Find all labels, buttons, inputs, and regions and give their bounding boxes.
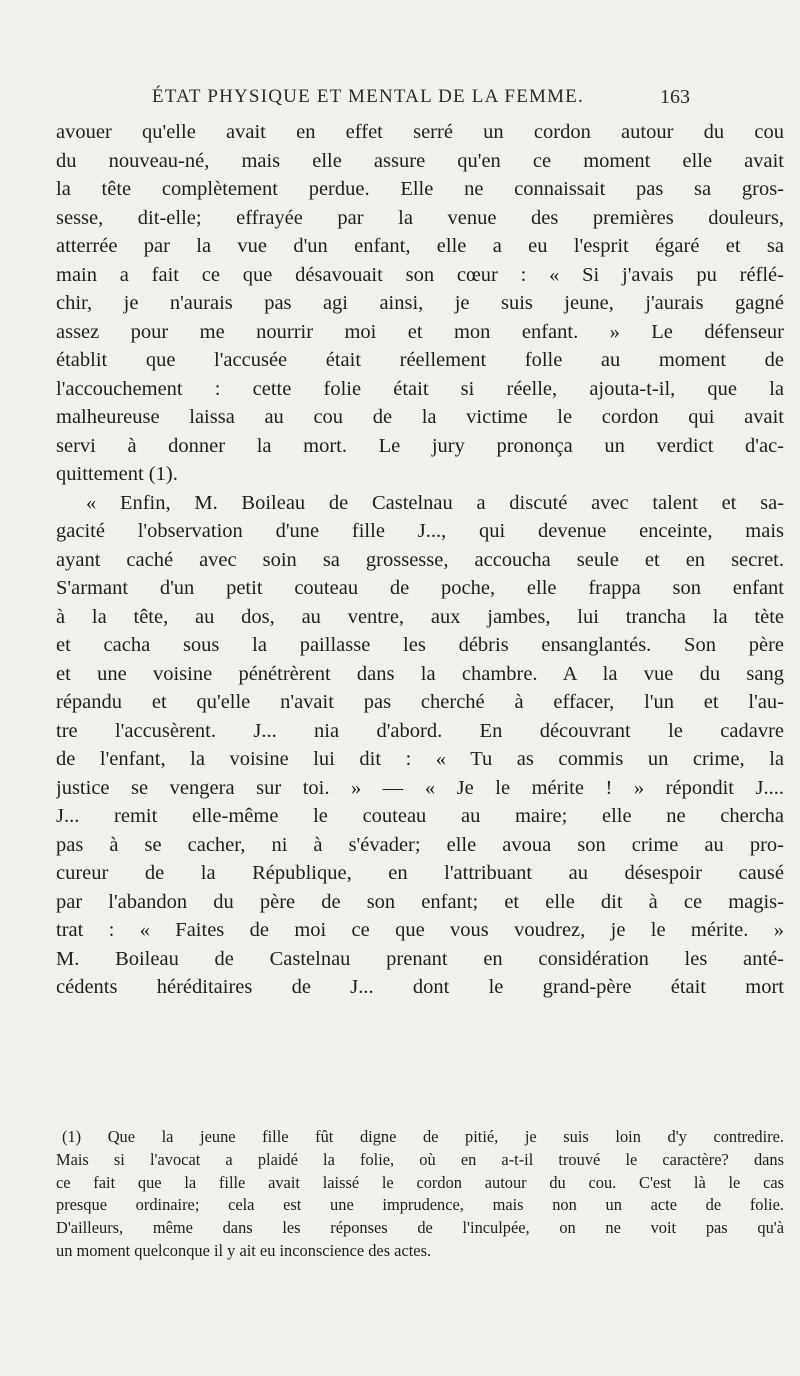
text-line: J... remit elle-même le couteau au maire; elle ne chercha [56,805,784,827]
text-line: cédents héréditaires de J... dont le grand-père était mort [56,976,784,998]
text-line: de l'enfant, la voisine lui dit : « Tu as commis un crime, la [56,748,784,770]
text-line: sesse, dit-elle; effrayée par la venue des premières douleurs, [56,206,784,229]
text-line: gacité l'observation d'une fille J..., qui devenue enceinte, mais [56,520,784,542]
text-line: pas à se cacher, ni à s'évader; elle avoua son crime au pro- [56,833,784,856]
footnote-line: un moment quelconque il y ait eu inconscience des actes. [56,1240,432,1260]
text-line: ayant caché avec soin sa grossesse, accoucha seule et en secret. [56,548,784,571]
text-line: tre l'accusèrent. J... nia d'abord. En découvrant le cadavre [56,719,784,742]
main-text [56,118,784,1002]
text-line: assez pour me nourrir moi et mon enfant. » Le défenseur [56,320,784,343]
text-line: trat : « Faites de moi ce que vous voudrez, je le mérite. » [56,919,784,941]
page-number: 163 [660,86,690,108]
text-line: chir, je n'aurais pas agi ainsi, je suis jeune, j'aurais gagné [56,292,784,314]
footnote [56,1126,784,1263]
text-line: quittement (1). [56,463,178,485]
text-line: à la tête, au dos, au ventre, aux jambes, lui trancha la tète [56,605,784,628]
text-line: avouer qu'elle avait en effet serré un cordon autour du cou [56,121,784,143]
text-line: et cacha sous la paillasse les débris ensanglantés. Son père [56,634,784,656]
text-line: servi à donner la mort. Le jury prononça un verdict d'ac- [56,434,784,457]
text-line: établit que l'accusée était réellement folle au moment de [56,349,784,371]
text-line: cureur de la République, en l'attribuant au désespoir causé [56,862,784,884]
text-line: justice se vengera sur toi. » — « Je le mérite ! » répondit J.... [56,776,784,799]
running-head [56,86,784,116]
footnote-line: ce fait que la fille avait laissé le cordon autour du cou. C'est là le cas [56,1172,784,1192]
text-line: atterrée par la vue d'un enfant, elle a eu l'esprit égaré et sa [56,235,784,257]
text-line: du nouveau-né, mais elle assure qu'en ce moment elle avait [56,149,784,172]
text-line: l'accouchement : cette folie était si réelle, ajouta-t-il, que la [56,377,784,400]
running-title: ÉTAT PHYSIQUE ET MENTAL DE LA FEMME. [152,86,584,107]
text-line: et une voisine pénétrèrent dans la chambre. A la vue du sang [56,662,784,685]
text-line: main a fait ce que désavouait son cœur : « Si j'avais pu réflé- [56,263,784,286]
text-line: répandu et qu'elle n'avait pas cherché à effacer, l'un et l'au- [56,691,784,713]
text-line: par l'abandon du père de son enfant; et elle dit à ce magis- [56,890,784,913]
text-line: la tête complètement perdue. Elle ne connaissait pas sa gros- [56,178,784,200]
text-line: malheureuse laissa au cou de la victime le cordon qui avait [56,406,784,428]
text-line: « Enfin, M. Boileau de Castelnau a discuté avec talent et sa- [86,491,784,514]
footnote-line: (1) Que la jeune fille fût digne de pitié, je suis loin d'y contredire. [62,1127,784,1146]
text-line: S'armant d'un petit couteau de poche, elle frappa son enfant [56,577,784,599]
text-line: M. Boileau de Castelnau prenant en considération les anté- [56,947,784,970]
footnote-line: presque ordinaire; cela est une imprudence, mais non un acte de folie. [56,1195,784,1215]
footnote-line: Mais si l'avocat a plaidé la folie, où en a-t-il trouvé le caractère? dans [56,1149,784,1169]
footnote-line: D'ailleurs, même dans les réponses de l'inculpée, on ne voit pas qu'à [56,1218,784,1238]
